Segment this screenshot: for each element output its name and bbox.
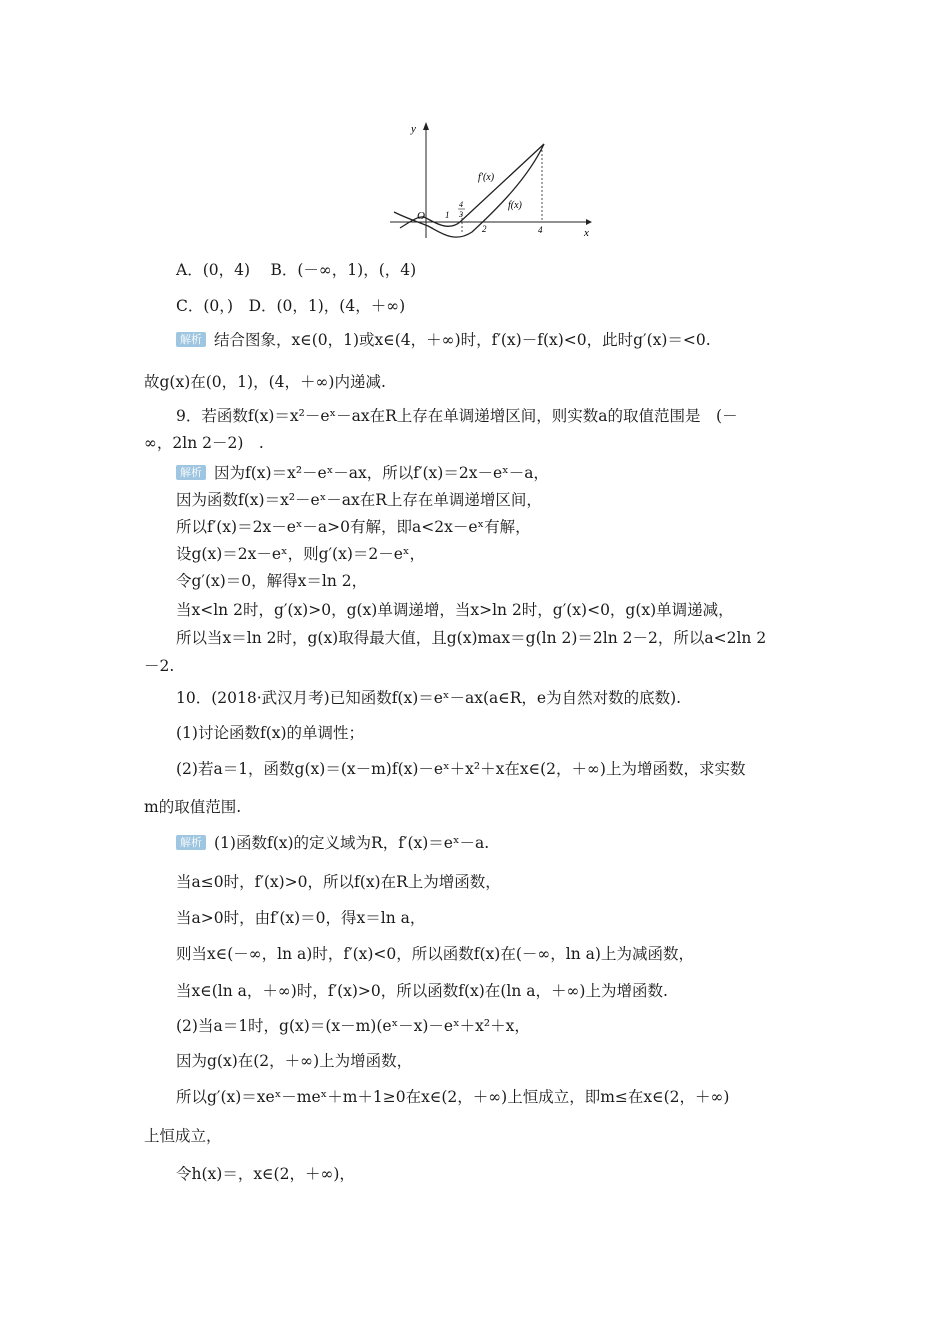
tick-2: 2 [482,224,487,234]
analysis-9-line7: 所以当x＝ln 2时，g(x)取得最大值，且g(x)max＝g(ln 2)＝2ln 2－2，所以a<2ln 2 [176,629,767,647]
choices-cd: C．(0，) D．(0，1)，(4，＋∞) [176,297,406,315]
y-axis-label: y [411,123,416,135]
analysis-8-text: 结合图象，x∈(0，1)或x∈(4，＋∞)时，f′(x)－f(x)<0，此时g′(x)＝<0. [214,331,711,349]
tick-43-numerator: 4 [459,200,463,209]
analysis-9-line4: 设g(x)＝2x－eˣ，则g′(x)＝2－eˣ， [176,545,425,563]
question-9-line1: 9．若函数f(x)＝x²－eˣ－ax在R上存在单调递增区间，则实数a的取值范围是 (－ [176,407,738,425]
analysis-10-line4: 则当x∈(－∞，ln a)时，f′(x)<0，所以函数f(x)在(－∞，ln a)上为减函数， [176,945,694,963]
analysis-10-line6: (2)当a＝1时，g(x)＝(x－m)(eˣ－x)－eˣ＋x²＋x， [176,1017,530,1035]
function-graph-figure [388,118,598,240]
analysis-9-line3: 所以f′(x)＝2x－eˣ－a>0有解，即a<2x－eˣ有解， [176,518,531,536]
f-label: f(x) [508,200,522,211]
analysis-10-line2: 当a≤0时，f′(x)>0，所以f(x)在R上为增函数， [176,873,501,891]
question-10-line1: 10．(2018·武汉月考)已知函数f(x)＝eˣ－ax(a∈R，e为自然对数的底数). [176,689,682,707]
analysis-10-line1 [176,832,489,854]
analysis-10-line7: 因为g(x)在(2，＋∞)上为增函数， [176,1052,413,1070]
analysis-9-line1 [176,462,549,484]
choices-ab: A．(0，4) B．(－∞，1)，(，4) [176,261,417,279]
analysis-9-line8: －2. [144,657,175,675]
analysis-10-line9: 上恒成立， [144,1127,222,1145]
question-10-part1: (1)讨论函数f(x)的单调性； [176,724,365,742]
analysis-10-text: (1)函数f(x)的定义域为R，f′(x)＝eˣ－a. [214,834,490,852]
y-axis-arrow [423,122,429,130]
f-curve [394,144,544,237]
tick-4: 4 [538,225,543,235]
analysis-tag: 解析 [176,835,206,850]
fprime-label: f′(x) [478,172,495,183]
analysis-10-line10: 令h(x)＝，x∈(2，＋∞)， [176,1165,355,1183]
analysis-10-line8: 所以g′(x)＝xeˣ－meˣ＋m＋1≥0在x∈(2，＋∞)上恒成立，即m≤在x∈(2，＋∞) [176,1088,730,1106]
question-10-part2-line2: m的取值范围. [144,798,242,816]
question-9-line2: ∞，2ln 2－2) . [144,434,264,452]
x-axis-label: x [584,227,589,239]
tick-1: 1 [445,210,450,220]
analysis-10-line3: 当a>0时，由f′(x)＝0，得x＝ln a， [176,909,426,927]
analysis-9-line5: 令g′(x)＝0，解得x＝ln 2， [176,572,368,590]
analysis-tag: 解析 [176,332,206,347]
analysis-10-line5: 当x∈(ln a，＋∞)时，f′(x)>0，所以函数f(x)在(ln a，＋∞)上为增函数. [176,982,668,1000]
analysis-tag: 解析 [176,465,206,480]
analysis-8-line1 [176,329,711,351]
x-axis-arrow [586,219,592,225]
analysis-8-line2: 故g(x)在(0，1)，(4，＋∞)内递减. [144,373,386,391]
tick-43-denominator: 3 [459,210,463,219]
origin-label: O [417,210,425,222]
analysis-9-line6: 当x<ln 2时，g′(x)>0，g(x)单调递增，当x>ln 2时，g′(x)<0，g(x)单调递减， [176,601,734,619]
question-10-part2-line1: (2)若a＝1，函数g(x)＝(x－m)f(x)－eˣ＋x²＋x在x∈(2，＋∞)上为增函数，求实数 [176,760,746,778]
analysis-9-text: 因为f(x)＝x²－eˣ－ax，所以f′(x)＝2x－eˣ－a， [214,464,549,482]
analysis-9-line2: 因为函数f(x)＝x²－eˣ－ax在R上存在单调递增区间， [176,491,542,509]
